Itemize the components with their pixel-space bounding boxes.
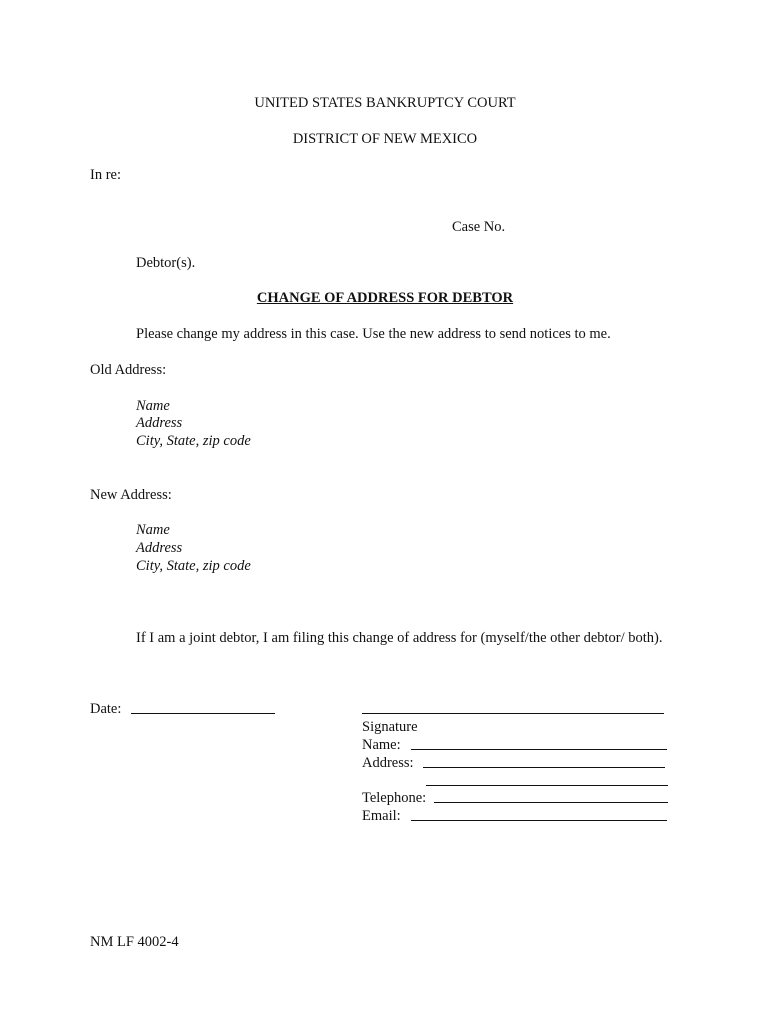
date-input-line[interactable]	[131, 713, 275, 714]
old-address-heading: Old Address:	[90, 362, 167, 378]
new-address-heading: New Address:	[90, 487, 172, 503]
case-number-label: Case No.	[452, 219, 506, 235]
address-label: Address:	[362, 755, 414, 771]
telephone-input-line[interactable]	[434, 802, 668, 803]
form-number: NM LF 4002-4	[90, 934, 179, 950]
new-address-name: Name	[136, 522, 170, 538]
joint-debtor-paragraph: If I am a joint debtor, I am filing this change of address for (myself/the other debtor/ both).	[136, 630, 663, 646]
date-label: Date:	[90, 701, 122, 717]
signature-label: Signature	[362, 719, 418, 735]
address-input-line-2[interactable]	[426, 785, 668, 786]
email-label: Email:	[362, 808, 401, 824]
intro-text: Please change my address in this case. Use the new address to send notices to me.	[136, 326, 611, 342]
district-name: DISTRICT OF NEW MEXICO	[292, 131, 478, 147]
telephone-label: Telephone:	[362, 790, 427, 806]
signature-input-line[interactable]	[362, 713, 664, 714]
email-input-line[interactable]	[411, 820, 667, 821]
old-address-city-state-zip: City, State, zip code	[136, 433, 251, 449]
name-label: Name:	[362, 737, 401, 753]
old-address-street: Address	[136, 415, 183, 431]
address-input-line-1[interactable]	[423, 767, 665, 768]
debtors-label: Debtor(s).	[136, 255, 196, 271]
name-input-line[interactable]	[411, 749, 667, 750]
old-address-name: Name	[136, 398, 170, 414]
new-address-street: Address	[136, 540, 183, 556]
court-name: UNITED STATES BANKRUPTCY COURT	[254, 95, 516, 111]
in-re-label: In re:	[90, 167, 121, 183]
new-address-city-state-zip: City, State, zip code	[136, 558, 251, 574]
form-title: CHANGE OF ADDRESS FOR DEBTOR	[256, 290, 514, 306]
